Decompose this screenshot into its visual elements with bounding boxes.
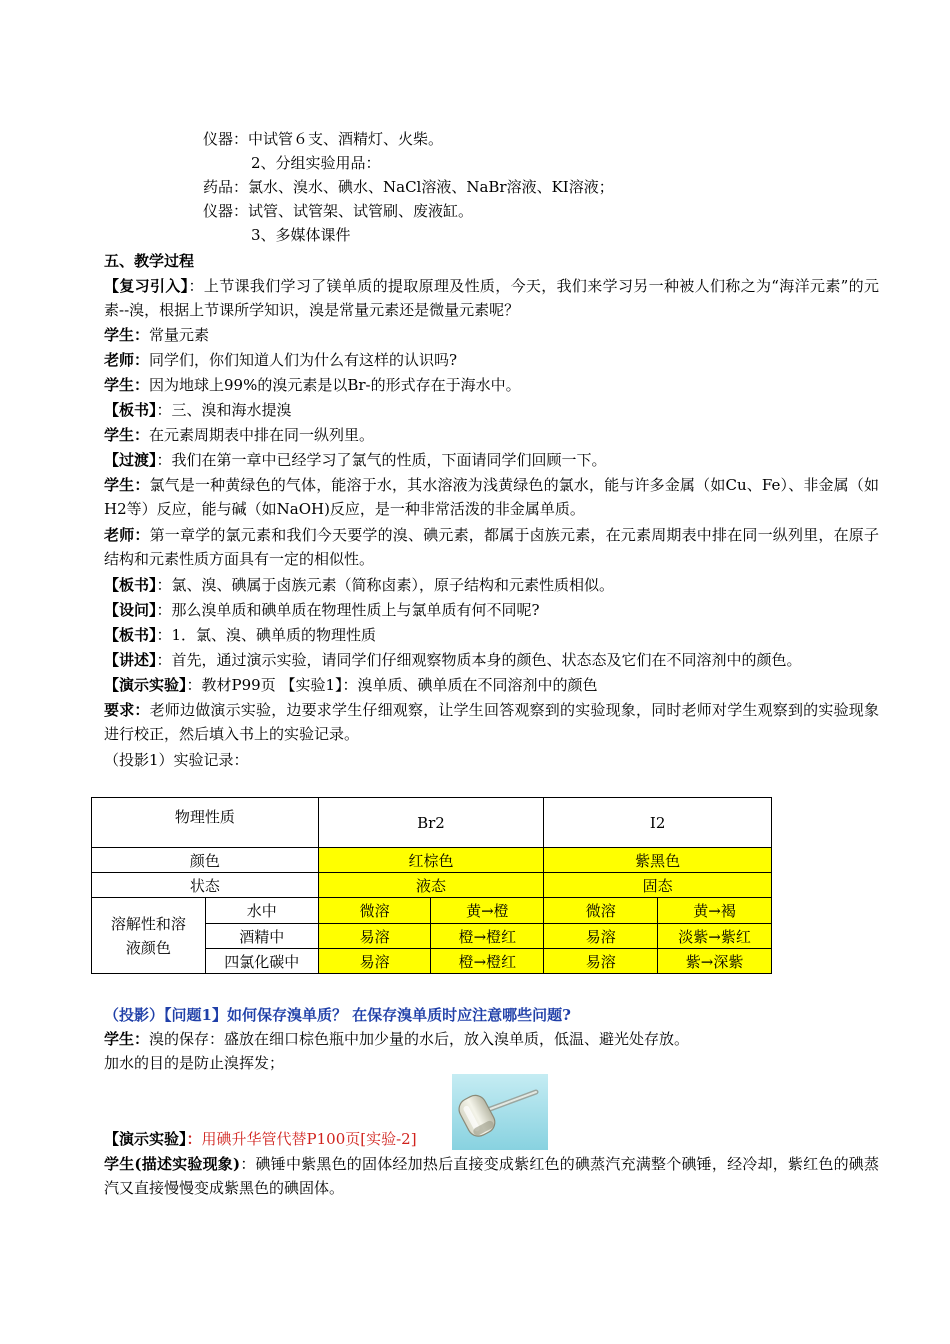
table-header-property: 物理性质 — [92, 798, 319, 848]
paragraph-board-1 — [104, 398, 879, 422]
paragraph-text: 第一章学的氯元素和我们今天要学的溴、碘元素，都属于卤族元素，在元素周期表中排在同一纵列里，在原子结构和元素性质方面具有一定的相似性。 — [104, 526, 879, 568]
paragraph-student-2 — [104, 373, 879, 397]
paragraph-text: 在元素周期表中排在同一纵列里。 — [149, 426, 375, 444]
table-cell: 橙→橙红 — [431, 924, 544, 949]
paragraph-text: 溴的保存：盛放在细口棕色瓶中加少量的水后，放入溴单质，低温、避光处存放。 — [149, 1030, 690, 1048]
water-purpose-line: 加水的目的是防止溴挥发； — [104, 1054, 285, 1072]
paragraph-student-3 — [104, 423, 879, 447]
paragraph-explain — [104, 648, 879, 672]
paragraph-label: 【过渡】 — [104, 451, 157, 469]
paragraph-text: ：教材P99页 【实验1】：溴单质、碘单质在不同溶剂中的颜色 — [186, 676, 598, 694]
paragraph-text: ：氯、溴、碘属于卤族元素（简称卤素），原子结构和元素性质相似。 — [156, 576, 615, 594]
paragraph-label: 学生： — [104, 476, 150, 494]
table-cell-label: 颜色 — [92, 848, 319, 873]
demo-2-text: 用碘升华管代替P100页[实验-2] — [201, 1130, 417, 1148]
paragraph-text: ：1．氯、溴、碘单质的物理性质 — [156, 626, 377, 644]
reagents-line: 药品：氯水、溴水、碘水、NaCl溶液、NaBr溶液、KI溶液； — [203, 178, 614, 196]
paragraph-label: 【板书】 — [104, 576, 157, 594]
group-supplies-heading: 2、分组实验用品： — [251, 154, 381, 172]
paragraph-student-1 — [104, 323, 879, 347]
paragraph-text: ：那么溴单质和碘单质在物理性质上与氯单质有何不同呢? — [156, 601, 540, 619]
table-header-i2: I2 — [544, 798, 772, 848]
table-cell-label: 状态 — [92, 873, 319, 898]
paragraph-text: 氯气是一种黄绿色的气体，能溶于水，其水溶液为浅黄绿色的氯水，能与许多金属（如Cu、Fe）、非金属（如H2等）反应，能与碱（如NaOH)反应，是一种非常活泼的非金属单质。 — [104, 476, 879, 518]
projection-note: （投影1）实验记录： — [104, 751, 249, 769]
instruments-line: 仪器：试管、试管架、试管刷、废液缸。 — [203, 202, 474, 220]
demo-2-colon: ： — [186, 1130, 202, 1148]
paragraph-label: 【演示实验】 — [104, 1130, 187, 1148]
table-cell: 黄→橙 — [431, 898, 544, 924]
paragraph-text: ：我们在第一章中已经学习了氯气的性质，下面请同学们回顾一下。 — [156, 451, 607, 469]
table-cell: 易溶 — [544, 949, 658, 974]
table-cell: 易溶 — [318, 924, 431, 949]
table-cell-solubility-label: 溶解性和溶液颜色 — [92, 898, 206, 974]
table-cell: 易溶 — [318, 949, 431, 974]
table-cell: 易溶 — [544, 924, 658, 949]
paragraph-demo-1 — [104, 673, 879, 697]
table-cell: 淡紫→紫红 — [658, 924, 772, 949]
table-cell: 红棕色 — [318, 848, 544, 873]
paragraph-text: 老师边做演示实验，边要求学生仔细观察，让学生回答观察到的实验现象，同时老师对学生观察到的实验现象进行校正，然后填入书上的实验记录。 — [104, 701, 879, 743]
paragraph-label: 要求： — [104, 701, 150, 719]
table-cell-solvent: 酒精中 — [205, 924, 318, 949]
table-cell-solvent: 四氯化碳中 — [205, 949, 318, 974]
table-row — [92, 873, 772, 898]
paragraph-label: 学生： — [104, 376, 150, 394]
table-cell: 液态 — [318, 873, 544, 898]
paragraph-text: ：三、溴和海水提溴 — [156, 401, 292, 419]
paragraph-student-storage — [104, 1027, 879, 1051]
paragraph-text: ：碘锤中紫黑色的固体经加热后直接变成紫红色的碘蒸汽充满整个碘锤，经冷却，紫红色的碘蒸汽又直接慢慢变成紫黑色的碘固体。 — [104, 1155, 879, 1197]
paragraph-student-observation — [104, 1152, 879, 1200]
paragraph-label: 老师： — [104, 351, 150, 369]
table-header-br2: Br2 — [318, 798, 544, 848]
paragraph-label: 【复习引入】 — [104, 277, 189, 295]
paragraph-transition — [104, 448, 879, 472]
table-cell: 微溶 — [544, 898, 658, 924]
table-cell: 橙→橙红 — [431, 949, 544, 974]
paragraph-board-3 — [104, 623, 879, 647]
table-cell-solvent: 水中 — [205, 898, 318, 924]
table-cell: 固态 — [544, 873, 772, 898]
paragraph-label: 【演示实验】 — [104, 676, 187, 694]
paragraph-label: 【讲述】 — [104, 651, 157, 669]
table-row — [92, 848, 772, 873]
table-cell: 黄→褐 — [658, 898, 772, 924]
paragraph-teacher-1 — [104, 348, 879, 372]
paragraph-label: 【板书】 — [104, 626, 157, 644]
table-cell: 紫黑色 — [544, 848, 772, 873]
demo-2-line — [104, 1127, 417, 1151]
paragraph-label: 【板书】 — [104, 401, 157, 419]
multimedia-line: 3、多媒体课件 — [251, 226, 351, 244]
paragraph-label: 学生： — [104, 426, 150, 444]
table-cell: 微溶 — [318, 898, 431, 924]
apparatus-line: 仪器：中试管６支、酒精灯、火柴。 — [203, 130, 444, 148]
iodine-sublimation-tube-image — [452, 1074, 548, 1150]
paragraph-label: 【设问】 — [104, 601, 157, 619]
experiment-record-table — [91, 797, 772, 974]
table-row — [92, 798, 772, 848]
paragraph-student-4 — [104, 473, 879, 521]
paragraph-text: 常量元素 — [149, 326, 210, 344]
paragraph-question — [104, 598, 879, 622]
paragraph-board-2 — [104, 573, 879, 597]
paragraph-text: ：首先，通过演示实验，请同学们仔细观察物质本身的颜色、状态态及它们在不同溶剂中的颜色。 — [156, 651, 802, 669]
paragraph-review-intro — [104, 274, 879, 322]
paragraph-requirement — [104, 698, 879, 746]
projection-question: （投影）【问题1】如何保存溴单质？ 在保存溴单质时应注意哪些问题? — [104, 1006, 571, 1024]
paragraph-label: 学生： — [104, 326, 150, 344]
paragraph-text: 因为地球上99%的溴元素是以Br-的形式存在于海水中。 — [149, 376, 521, 394]
table-cell: 紫→深紫 — [658, 949, 772, 974]
paragraph-label: 学生(描述实验现象) — [104, 1155, 241, 1173]
paragraph-text: 同学们，你们知道人们为什么有这样的认识吗? — [149, 351, 458, 369]
table-row — [92, 898, 772, 924]
paragraph-teacher-2 — [104, 523, 879, 571]
section-title: 五、教学过程 — [104, 252, 195, 270]
paragraph-label: 学生： — [104, 1030, 150, 1048]
paragraph-label: 老师： — [104, 526, 150, 544]
paragraph-text: ：上节课我们学习了镁单质的提取原理及性质，今天，我们来学习另一种被人们称之为“海洋元素”的元素--溴，根据上节课所学知识，溴是常量元素还是微量元素呢？ — [104, 277, 879, 319]
